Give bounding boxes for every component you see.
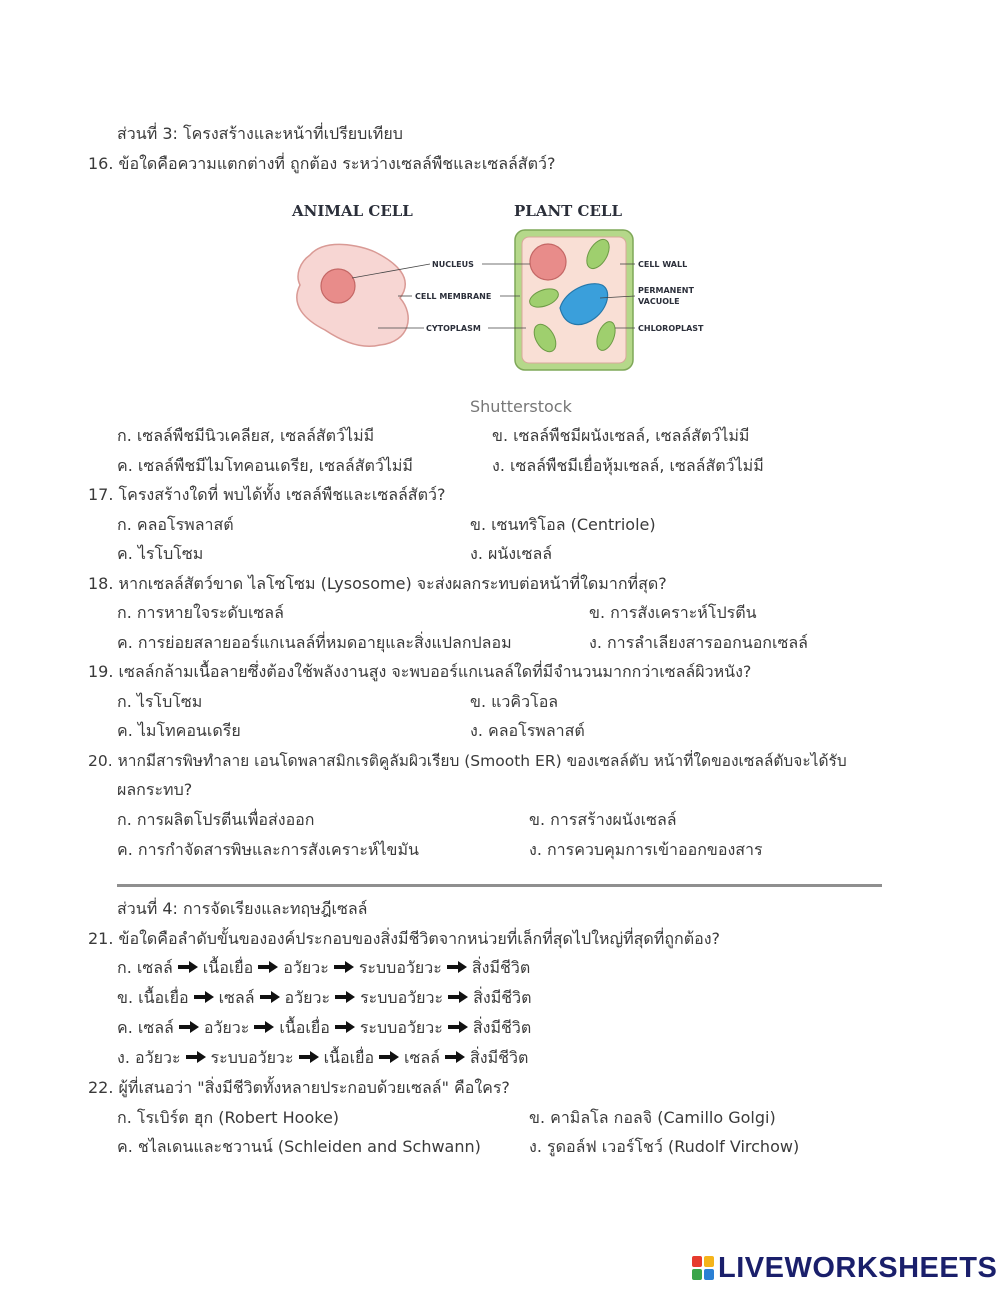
question-20-line-1: 20. หากมีสารพิษทำลาย เอนโดพลาสมิกเรติคูลัมผิวเรียบ (Smooth ER) ของเซลล์ตับ หน้าที่ใดของเซลล์ตับจะได้รับ [88,752,847,770]
q18-option-d[interactable]: ง. การลำเลียงสารออกนอกเซลล์ [589,633,808,652]
q21d-step-2: ระบบอวัยวะ [210,1048,294,1067]
q21-option-b[interactable] [117,988,531,1008]
q21b-step-1: ข. เนื้อเยื่อ [117,988,189,1007]
q18-option-c[interactable]: ค. การย่อยสลายออร์แกเนลล์ที่หมดอายุและสิ่งแปลกปลอม [117,633,512,652]
q18-option-b[interactable]: ข. การสังเคราะห์โปรตีน [589,603,757,622]
q21d-step-4: เซลล์ [404,1048,440,1067]
arrow-right-icon [446,960,468,974]
q22-option-c[interactable]: ค. ชไลเดนและชวานน์ (Schleiden and Schwann) [117,1137,481,1156]
arrow-right-icon [447,990,469,1004]
q21-option-c[interactable] [117,1018,531,1038]
label-chloroplast: CHLOROPLAST [638,324,704,333]
plant-nucleus [530,244,566,280]
plant-cell-title: PLANT CELL [514,202,623,220]
q21c-step-1: ค. เซลล์ [117,1018,174,1037]
q21c-step-3: เนื้อเยื่อ [279,1018,330,1037]
animal-cell-title: ANIMAL CELL [292,202,413,220]
q22-option-a[interactable]: ก. โรเบิร์ต ฮุก (Robert Hooke) [117,1108,340,1127]
cell-diagram [280,190,740,390]
q20-option-c[interactable]: ค. การกำจัดสารพิษและการสังเคราะห์ไขมัน [117,840,419,859]
q21b-step-4: ระบบอวัยวะ [360,988,444,1007]
q22-option-d[interactable]: ง. รูดอล์ฟ เวอร์โชว์ (Rudolf Virchow) [529,1137,800,1156]
q21c-step-2: อวัยวะ [203,1018,250,1037]
arrow-right-icon [333,960,355,974]
q20-option-a[interactable]: ก. การผลิตโปรตีนเพื่อส่งออก [117,810,315,829]
section-divider [117,884,882,887]
label-cell-membrane: CELL MEMBRANE [415,292,492,301]
q19-option-d[interactable]: ง. คลอโรพลาสต์ [470,721,585,740]
logo-text: LIVEWORKSHEETS [718,1251,998,1284]
q19-option-b[interactable]: ข. แวคิวโอล [470,692,559,711]
q21b-step-5: สิ่งมีชีวิต [473,988,532,1007]
q21d-step-1: ง. อวัยวะ [117,1048,181,1067]
q17-option-d[interactable]: ง. ผนังเซลล์ [470,544,553,563]
arrow-right-icon [185,1050,207,1064]
q20-option-d[interactable]: ง. การควบคุมการเข้าออกของสาร [529,840,763,859]
section-4-heading: ส่วนที่ 4: การจัดเรียงและทฤษฎีเซลล์ [117,899,368,918]
q21a-step-3: อวัยวะ [283,958,329,977]
arrow-right-icon [447,1020,469,1034]
q21b-step-2: เซลล์ [218,988,255,1007]
label-cytoplasm: CYTOPLASM [426,324,481,333]
label-cell-wall: CELL WALL [638,260,688,269]
q16-option-d[interactable]: ง. เซลล์พืชมีเยื่อหุ้มเซลล์, เซลล์สัตว์ไม่มี [492,456,764,475]
label-vacuole-1: PERMANENT [638,286,694,295]
q19-option-c[interactable]: ค. ไมโทคอนเดรีย [117,721,241,740]
q17-option-c[interactable]: ค. ไรโบโซม [117,544,204,563]
animal-nucleus [321,269,355,303]
arrow-right-icon [298,1050,320,1064]
question-20-line-2: ผลกระทบ? [117,780,193,799]
arrow-right-icon [253,1020,275,1034]
arrow-right-icon [257,960,279,974]
image-credit: Shutterstock [470,397,572,416]
q21b-step-3: อวัยวะ [284,988,331,1007]
arrow-right-icon [444,1050,466,1064]
q21-option-a[interactable] [117,958,530,978]
q17-option-a[interactable]: ก. คลอโรพลาสต์ [117,515,234,534]
q20-option-b[interactable]: ข. การสร้างผนังเซลล์ [529,810,677,829]
q21a-step-4: ระบบอวัยวะ [358,958,442,977]
question-21: 21. ข้อใดคือลำดับขั้นขององค์ประกอบของสิ่งมีชีวิตจากหน่วยที่เล็กที่สุดไปใหญ่ที่สุดที่ถูกต้อง? [88,929,721,948]
q18-option-a[interactable]: ก. การหายใจระดับเซลล์ [117,603,284,622]
arrow-right-icon [334,1020,356,1034]
q21a-step-5: สิ่งมีชีวิต [471,958,531,977]
q21a-step-1: ก. เซลล์ [117,958,173,977]
q16-option-b[interactable]: ข. เซลล์พืชมีผนังเซลล์, เซลล์สัตว์ไม่มี [492,426,750,445]
q16-option-c[interactable]: ค. เซลล์พืชมีไมโทคอนเดรีย, เซลล์สัตว์ไม่มี [117,456,413,475]
arrow-right-icon [334,990,356,1004]
q17-option-b[interactable]: ข. เซนทริโอล (Centriole) [470,515,656,534]
arrow-right-icon [177,960,199,974]
arrow-right-icon [259,990,281,1004]
q21a-step-2: เนื้อเยื่อ [202,958,254,977]
question-16: 16. ข้อใดคือความแตกต่างที่ ถูกต้อง ระหว่างเซลล์พืชและเซลล์สัตว์? [88,154,556,173]
question-18: 18. หากเซลล์สัตว์ขาด ไลโซโซม (Lysosome) จะส่งผลกระทบต่อหน้าที่ใดมากที่สุด? [88,574,667,593]
label-vacuole-2: VACUOLE [638,297,680,306]
question-19: 19. เซลล์กล้ามเนื้อลายซึ่งต้องใช้พลังงานสูง จะพบออร์แกเนลล์ใดที่มีจำนวนมากกว่าเซลล์ผิวหนัง? [88,662,752,681]
liveworksheets-logo-icon [692,1256,714,1280]
label-nucleus: NUCLEUS [432,260,474,269]
question-17: 17. โครงสร้างใดที่ พบได้ทั้ง เซลล์พืชและเซลล์สัตว์? [88,485,446,504]
q22-option-b[interactable]: ข. คามิลโล กอลจิ (Camillo Golgi) [529,1108,776,1127]
liveworksheets-logo [692,1252,997,1284]
section-3-heading: ส่วนที่ 3: โครงสร้างและหน้าที่เปรียบเทียบ [117,124,403,143]
question-22: 22. ผู้ที่เสนอว่า "สิ่งมีชีวิตทั้งหลายประกอบด้วยเซลล์" คือใคร? [88,1078,510,1097]
q16-option-a[interactable]: ก. เซลล์พืชมีนิวเคลียส, เซลล์สัตว์ไม่มี [117,426,375,445]
arrow-right-icon [178,1020,200,1034]
q19-option-a[interactable]: ก. ไรโบโซม [117,692,203,711]
arrow-right-icon [193,990,215,1004]
q21d-step-3: เนื้อเยื่อ [323,1048,375,1067]
q21d-step-5: สิ่งมีชีวิต [469,1048,529,1067]
arrow-right-icon [378,1050,400,1064]
q21-option-d[interactable] [117,1048,528,1068]
q21c-step-4: ระบบอวัยวะ [359,1018,443,1037]
q21c-step-5: สิ่งมีชีวิต [472,1018,532,1037]
